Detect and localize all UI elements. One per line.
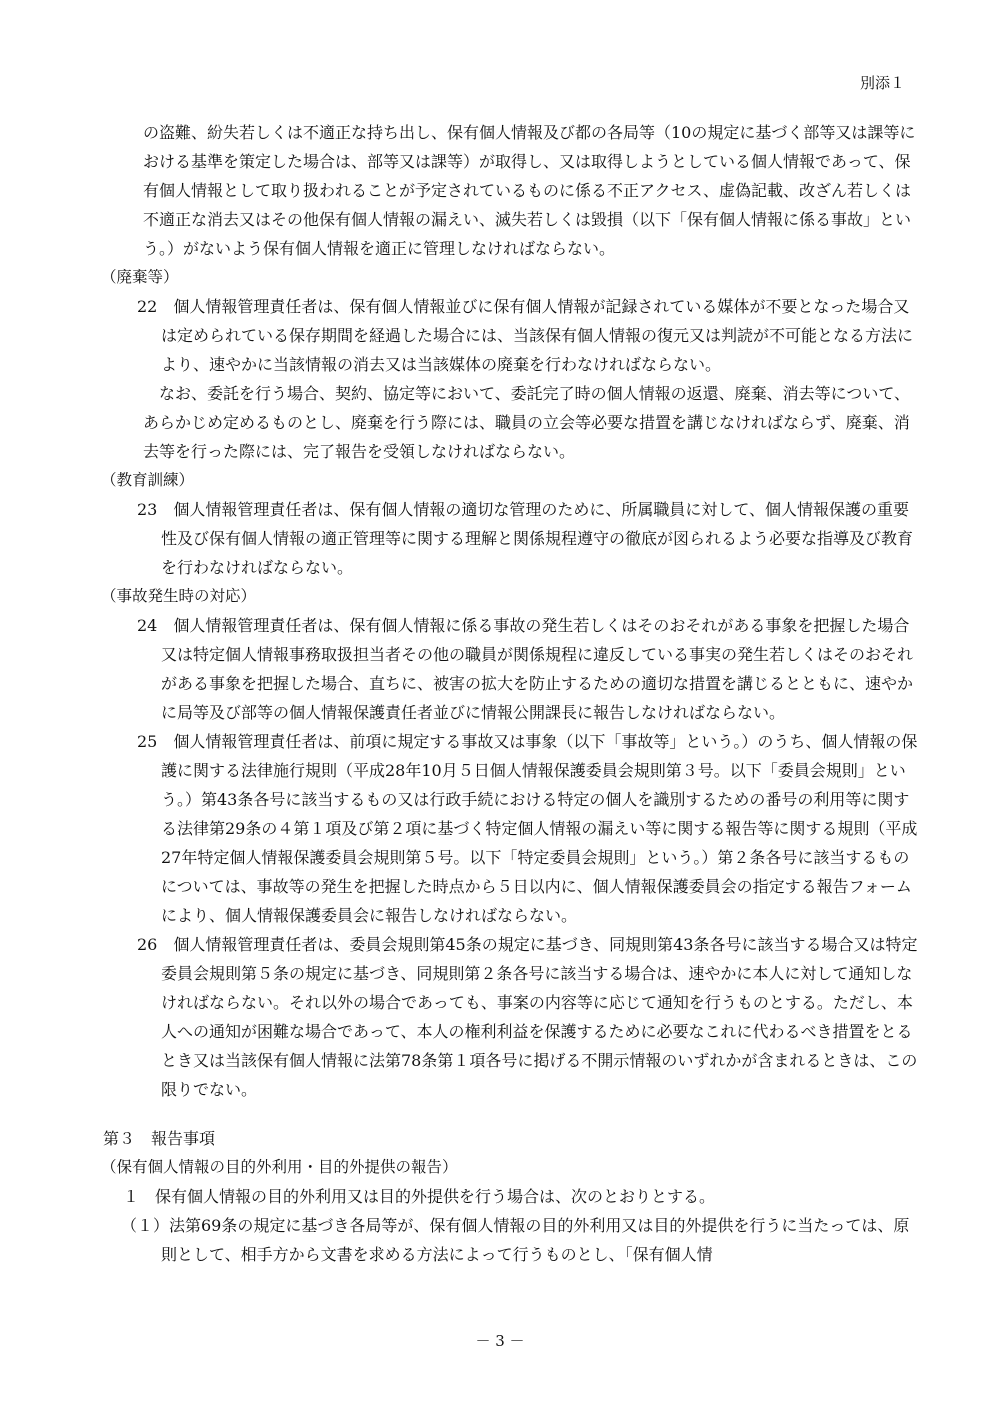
document-body <box>103 118 923 1269</box>
page-number: － 3 － <box>475 1332 525 1350</box>
item-25: 25 個人情報管理責任者は、前項に規定する事故又は事象（以下「事故等」という。）のうち、個人情報の保護に関する法律施行規則（平成28年10月５日個人情報保護委員会規則第３号。以下「委員会規則」という。）第43条各号に該当するもの又は行政手続における特定の個人を識別するための番号の利用等に関する法律第29条の４第１項及び第２項に基づく特定個人情報の漏えい等に関する報告等に関する規則（平成27年特定個人情報保護委員会規則第５号。以下「特定委員会規則」という。）第２条各号に該当するものについては、事故等の発生を把握した時点から５日以内に、個人情報保護委員会の指定する報告フォームにより、個人情報保護委員会に報告しなければならない。 <box>137 732 918 925</box>
item-24: 24 個人情報管理責任者は、保有個人情報に係る事故の発生若しくはそのおそれがある事象を把握した場合又は特定個人情報事務取扱担当者その他の職員が関係規程に違反している事実の発生若しくはそのおそれがある事象を把握した場合、直ちに、被害の拡大を防止するための適切な措置を講じるとともに、速やかに局等及び部等の個人情報保護責任者並びに情報公開課長に報告しなければならない。 <box>137 616 914 722</box>
item-23: 23 個人情報管理責任者は、保有個人情報の適切な管理のために、所属職員に対して、個人情報保護の重要性及び保有個人情報の適正管理等に関する理解と関係規程遵守の徹底が図られるよう必要な指導及び教育を行わなければならない。 <box>137 500 914 577</box>
item-22-note: なお、委託を行う場合、契約、協定等において、委託完了時の個人情報の返還、廃棄、消去等について、あらかじめ定めるものとし、廃棄を行う際には、職員の立会等必要な措置を講じなければならず、廃棄、消去等を行った際には、完了報告を受領しなければならない。 <box>143 384 911 461</box>
continued-paragraph: の盗難、紛失若しくは不適正な持ち出し、保有個人情報及び都の各局等（10の規定に基づく部等又は課等における基準を策定した場合は、部等又は課等）が取得し、又は取得しようとしている個人情報であって、保有個人情報として取り扱われることが予定されているものに係る不正アクセス、虚偽記載、改ざん若しくは不適正な消去又はその他保有個人情報の漏えい、滅失若しくは毀損（以下「保有個人情報に係る事故」という。）がないよう保有個人情報を適正に管理しなければならない。 <box>143 123 916 258</box>
heading-training: （教育訓練） <box>101 471 195 489</box>
heading-accident: （事故発生時の対応） <box>101 587 257 605</box>
section-3-title: 第３ 報告事項 <box>103 1129 216 1148</box>
heading-disposal: （廃棄等） <box>101 268 179 286</box>
attachment-label: 別添１ <box>859 74 905 92</box>
item-1: １ 保有個人情報の目的外利用又は目的外提供を行う場合は、次のとおりとする。 <box>123 1187 716 1206</box>
heading-report: （保有個人情報の目的外利用・目的外提供の報告） <box>101 1158 458 1176</box>
item-22: 22 個人情報管理責任者は、保有個人情報並びに保有個人情報が記録されている媒体が不要となった場合又は定められている保存期間を経過した場合には、当該保有個人情報の復元又は判読が不可能となる方法により、速やかに当該情報の消去又は当該媒体の廃棄を行わなければならない。 <box>137 297 914 374</box>
item-1-1: （１）法第69条の規定に基づき各局等が、保有個人情報の目的外利用又は目的外提供を行うに当たっては、原則として、相手方から文書を求める方法によって行うものとし、「保有個人情 <box>121 1216 910 1264</box>
item-26: 26 個人情報管理責任者は、委員会規則第45条の規定に基づき、同規則第43条各号に該当する場合又は特定委員会規則第５条の規定に基づき、同規則第２条各号に該当する場合は、速やかに本人に対して通知しなければならない。それ以外の場合であっても、事案の内容等に応じて通知を行うものとする。ただし、本人への通知が困難な場合であって、本人の権利利益を保護するために必要なこれに代わるべき措置をとるとき又は当該保有個人情報に法第78条第１項各号に掲げる不開示情報のいずれかが含まれるときは、この限りでない。 <box>137 935 918 1099</box>
